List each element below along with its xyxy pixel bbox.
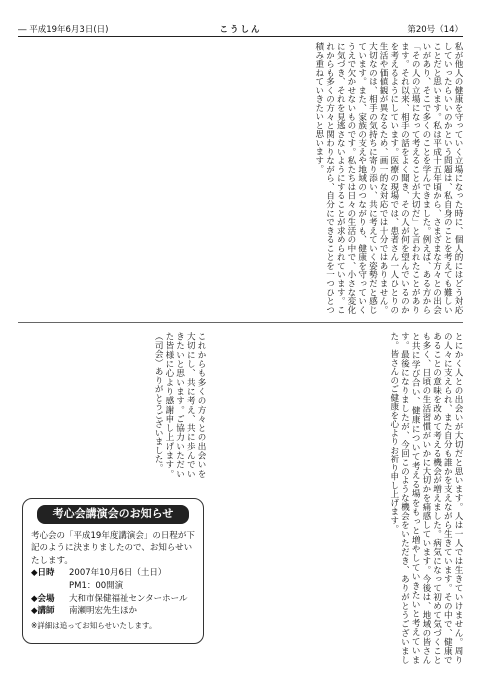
notice-speaker-label: ◆講師 [31, 606, 55, 617]
header-issue: 第20号（14） [407, 25, 463, 35]
lower-right-article-text [212, 332, 463, 664]
upper-paragraph: 私が他人の健康を守っていく立場になった時に、個人的にはどう対応していったらいいのかという問題は、私自身のことを考えても難しいことだと思います。私は平成十五年頃から、さまざまな方々との出会いがあり、そこで多くのことを学んできました。例えば、ある方から「その人の立場になって考えることが大切だ」と言われたことがあります。それ以来、相手の話をよく聞き、その人が何を望んでいるのかを考えるようにしています。医療の現場では、患者さん一人ひとりの生活や価値観が異なるため、画一的な対応では十分ではありません。大切なのは、相手の気持ちに寄り添い、共に考えていく姿勢だと感じています。また、家族の支えや地域のつながりも、健康を守っていくうえで欠かせないものです。私たちは日々の生活の中で、小さな変化に気づき、それを見逃さないようにすることが求められています。これからも多くの方々と関わりながら、自分にできることを一つひとつ積み重ねていきたいと思います。 [313, 42, 463, 314]
lower-right-paragraph: とにかく人との出会いが大切だと思います。人は一人では生きていけません。周りの人々に支えられ、また自分も誰かを支えながら生きています。その中で、健康であることの意味を改めて考える機会が増えました。病気になって初めて気づくことも多く、日頃の生活習慣がいかに大切かを痛感しています。今後は、地域の皆さんと共に学び合い、健康について考える場をもっと増やしていきたいと考えています。最後になりましたが、今回このような機会をいただき、ありがとうございました。皆さんのご健康を心よりお祈り申し上げます。 [388, 332, 463, 664]
lower-left-article-text [18, 332, 206, 478]
notice-time-value: PM1：00開演 [69, 580, 124, 591]
notice-date-value: 2007年10月6日（土日） [69, 568, 167, 579]
notice-intro: 考心会の「平成19年度講演会」の日程が下記のように決まりましたので、お知らせいたします。 [31, 530, 195, 566]
notice-venue-label: ◆会場 [31, 593, 55, 604]
notice-date-row [31, 567, 195, 580]
notice-date-label: ◆日時 [31, 568, 55, 579]
notice-speaker-value: 南瀬明宏先生ほか [69, 606, 138, 617]
header-date: ― 平成19年6月3日(日) [18, 25, 109, 35]
upper-article-text [18, 42, 463, 314]
page-header [18, 21, 463, 37]
section-divider [18, 322, 463, 323]
header-title: こうしん [219, 25, 262, 35]
notice-time-row [31, 580, 195, 593]
notice-footnote: ※詳細は追ってお知らせいたします。 [31, 620, 157, 630]
notice-speaker-row [31, 605, 195, 618]
lower-left-paragraph: これからも多くの方々との出会いを大切にし、共に考え、共に歩んでいきたいと思います。ご協力いただいた皆様に心より感謝申し上げます。（司会）ありがとうございました。 [153, 332, 206, 478]
notice-venue-row [31, 593, 195, 606]
notice-title: 考心会講演会のお知らせ [37, 505, 189, 524]
notice-box [22, 498, 204, 644]
notice-venue-value: 大和市保健福祉センターホール [69, 593, 188, 604]
